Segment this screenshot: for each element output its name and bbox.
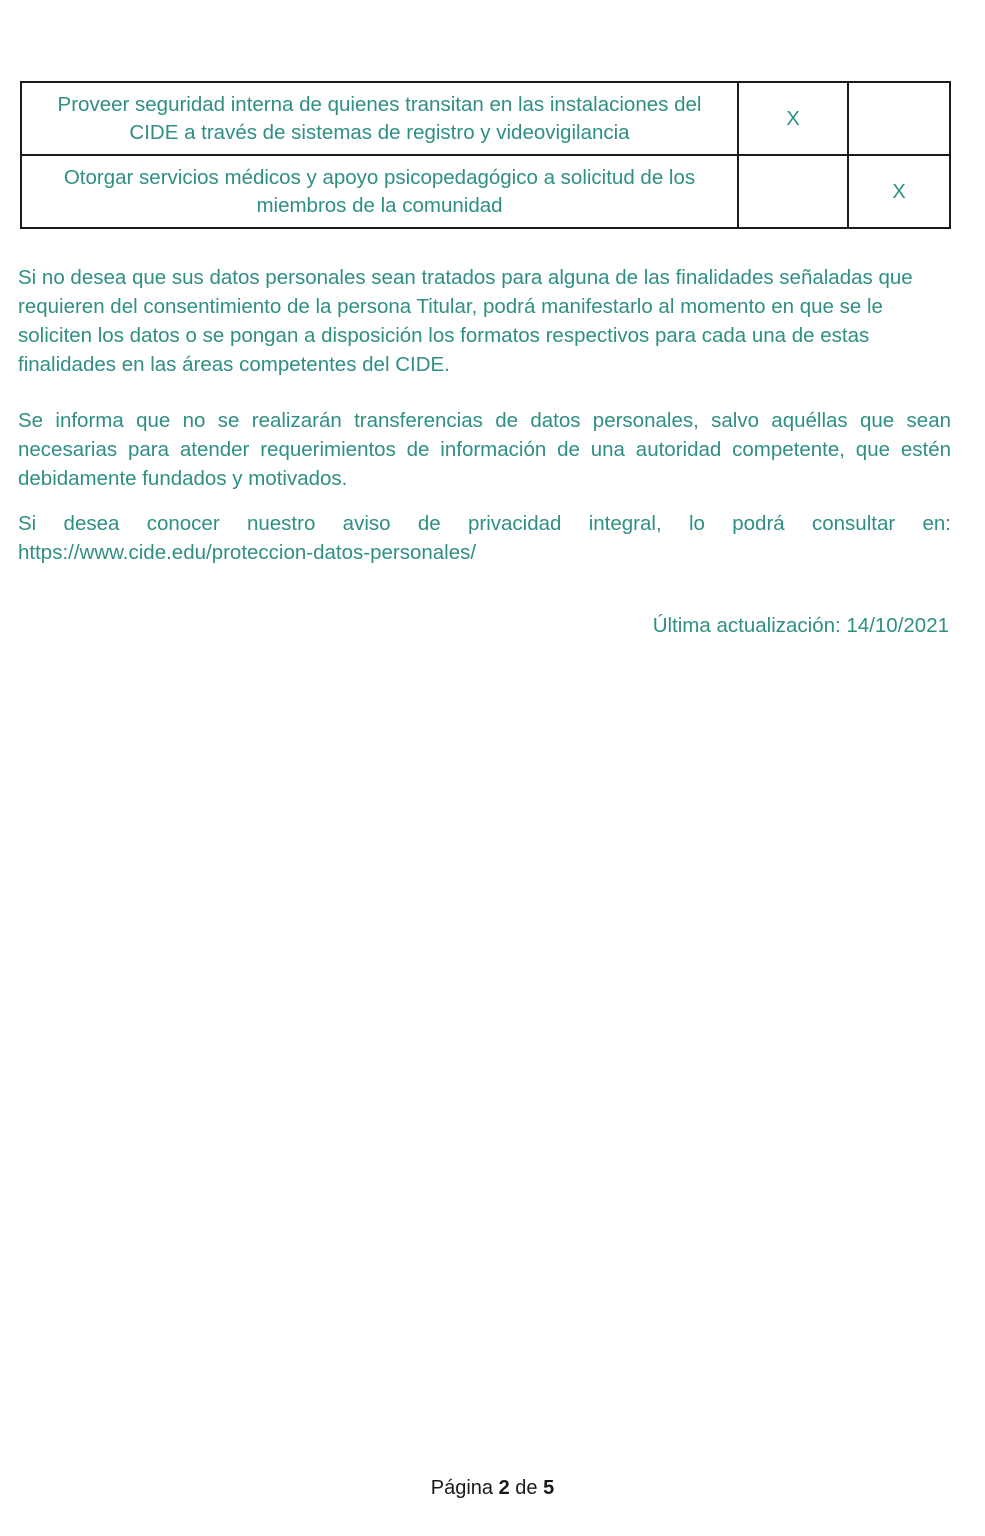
- purpose-cell: Otorgar servicios médicos y apoyo psicopedagógico a solicitud de los miembros de la comunidad: [21, 155, 738, 228]
- page-word: Página: [430, 1477, 494, 1499]
- current-page-number: 2: [498, 1477, 510, 1499]
- x-mark: X: [786, 107, 800, 130]
- integral-notice-paragraph: [18, 509, 951, 567]
- consent-paragraph: Si no desea que sus datos personales sean tratados para alguna de las finalidades señaladas que requieren del consentimiento de la persona Titular, podrá manifestarlo al momento en que se le soliciten los datos o se pongan a disposición los formatos respectivos para cada una de estas finalidades en las áreas competentes del CIDE.: [18, 266, 913, 376]
- last-update-date: Última actualización: 14/10/2021: [652, 614, 949, 637]
- page-footer: [0, 1474, 985, 1502]
- of-word: de: [515, 1477, 538, 1499]
- consent-required-cell: [848, 82, 950, 155]
- table-row: [21, 155, 950, 228]
- total-pages-number: 5: [543, 1477, 555, 1499]
- table-row: [21, 82, 950, 155]
- integral-notice-text: Si desea conocer nuestro aviso de privacidad integral, lo podrá consultar en:: [18, 512, 951, 535]
- transfers-paragraph: Se informa que no se realizarán transferencias de datos personales, salvo aquéllas que sean necesarias para atender requerimientos de información de una autoridad competente, que estén debidamente fundados y motivados.: [18, 409, 951, 490]
- purpose-cell: Proveer seguridad interna de quienes transitan en las instalaciones del CIDE a través de sistemas de registro y videovigilancia: [21, 82, 738, 155]
- privacy-notice-link[interactable]: https://www.cide.edu/proteccion-datos-personales/: [18, 541, 477, 564]
- purposes-table: [20, 81, 951, 229]
- consent-not-required-cell: [738, 82, 848, 155]
- consent-not-required-cell: [738, 155, 848, 228]
- x-mark: X: [892, 180, 906, 203]
- consent-required-cell: [848, 155, 950, 228]
